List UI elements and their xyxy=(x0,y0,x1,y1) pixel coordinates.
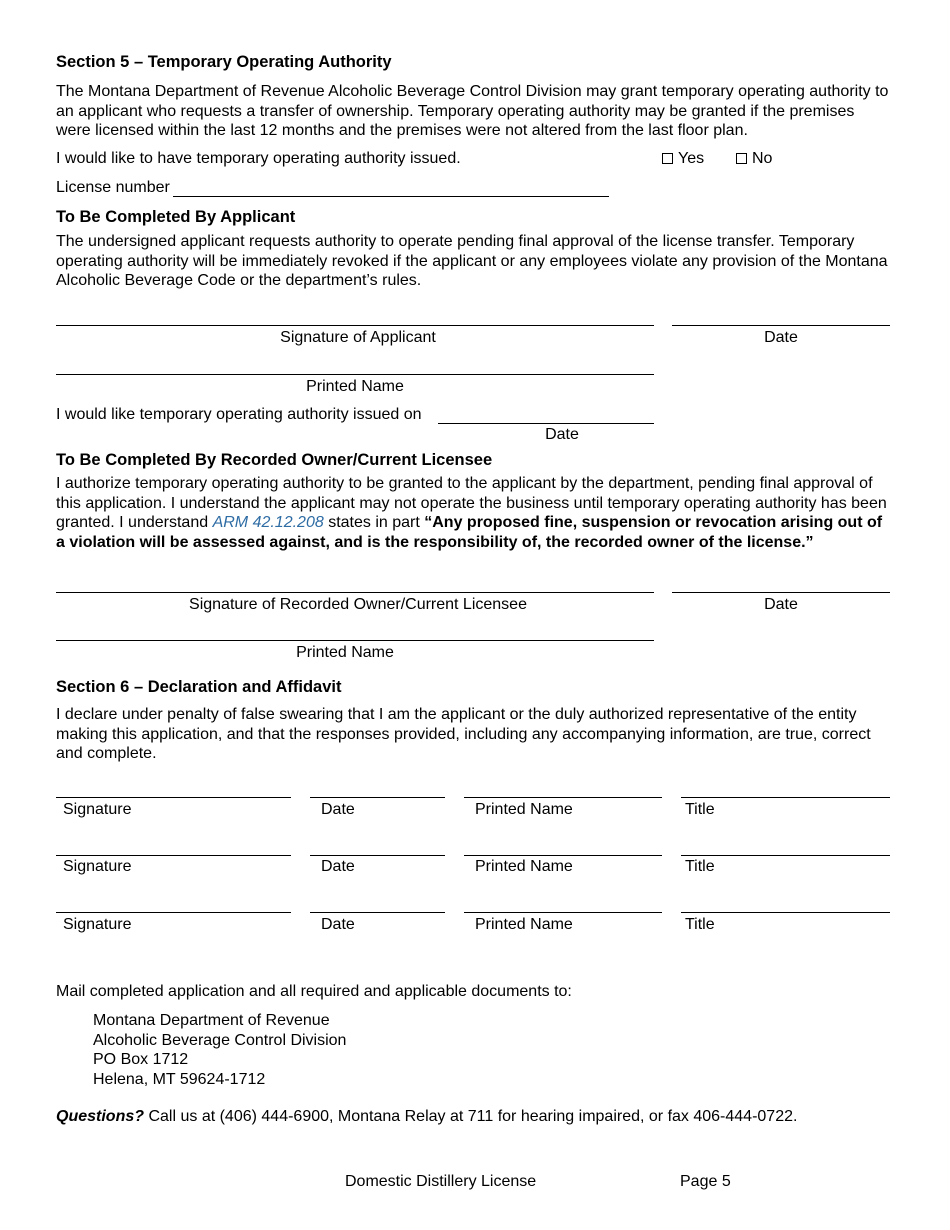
decl-printed-name-line[interactable] xyxy=(464,855,662,856)
decl-title-caption: Title xyxy=(685,916,715,933)
owner-printed-name-caption: Printed Name xyxy=(296,644,394,661)
arm-link[interactable]: ARM 42.12.208 xyxy=(212,514,324,532)
owner-bold-quote: “Any proposed fine, suspension or revocation arising out of a violation will be assessed against, and is the responsibility of, the recorded owner of the license.” xyxy=(56,514,883,552)
yes-checkbox[interactable] xyxy=(662,153,673,164)
owner-heading: To Be Completed By Recorded Owner/Current Licensee xyxy=(56,451,493,469)
owner-text-part1: I authorize temporary operating authority to be granted to the applicant by the department, pending final approval of this application. I understand the applicant may not operate the business until temporary operating authority has been granted. I understand xyxy=(56,475,887,532)
address-line: Alcoholic Beverage Control Division xyxy=(93,1031,347,1049)
owner-text-part2: states in part xyxy=(323,514,425,532)
owner-date-line[interactable] xyxy=(672,592,890,593)
no-option[interactable] xyxy=(736,150,772,168)
decl-printed-name-caption: Printed Name xyxy=(475,858,573,875)
decl-signature-caption: Signature xyxy=(63,858,132,875)
owner-signature-line[interactable] xyxy=(56,592,654,593)
decl-printed-name-line[interactable] xyxy=(464,912,662,913)
applicant-text: The undersigned applicant requests authority to operate pending final approval of the license transfer. Temporary operating authority will be immediately revoked if the applicant or any employees violate any provision of the Montana Alcoholic Beverage Code or the department’s rules. xyxy=(56,233,888,290)
applicant-printed-name-line[interactable] xyxy=(56,374,654,375)
address-line: PO Box 1712 xyxy=(93,1051,189,1069)
decl-date-caption: Date xyxy=(321,858,355,875)
form-page xyxy=(56,0,891,1230)
decl-title-line[interactable] xyxy=(681,912,890,913)
issued-on-date-caption: Date xyxy=(545,426,579,443)
owner-printed-name-line[interactable] xyxy=(56,640,654,641)
decl-signature-line[interactable] xyxy=(56,855,291,856)
owner-signature-caption: Signature of Recorded Owner/Current Licensee xyxy=(189,596,527,613)
owner-date-caption: Date xyxy=(764,596,798,613)
address-line: Helena, MT 59624-1712 xyxy=(93,1071,266,1089)
applicant-signature-caption: Signature of Applicant xyxy=(280,329,436,346)
decl-title-line[interactable] xyxy=(681,797,890,798)
issued-on-date-line[interactable] xyxy=(438,423,654,424)
footer-page-number: Page 5 xyxy=(680,1173,731,1190)
no-checkbox[interactable] xyxy=(736,153,747,164)
applicant-date-caption: Date xyxy=(764,329,798,346)
footer-form-name: Domestic Distillery License xyxy=(345,1173,537,1190)
questions-label: Questions? xyxy=(56,1108,145,1125)
mail-intro: Mail completed application and all required and applicable documents to: xyxy=(56,983,572,1000)
decl-signature-line[interactable] xyxy=(56,912,291,913)
decl-date-caption: Date xyxy=(321,916,355,933)
address-line: Montana Department of Revenue xyxy=(93,1012,330,1029)
decl-date-line[interactable] xyxy=(310,855,445,856)
applicant-heading: To Be Completed By Applicant xyxy=(56,208,296,226)
license-number-field[interactable] xyxy=(173,196,609,197)
decl-date-caption: Date xyxy=(321,801,355,818)
section5-intro: The Montana Department of Revenue Alcoholic Beverage Control Division may grant temporary operating authority to an applicant who requests a transfer of ownership. Temporary operating authority may be granted if the premises were licensed within the last 12 months and the premises were not altered from the last floor plan. xyxy=(56,83,889,140)
yes-option[interactable] xyxy=(662,150,704,168)
decl-signature-line[interactable] xyxy=(56,797,291,798)
decl-title-caption: Title xyxy=(685,858,715,875)
applicant-date-line[interactable] xyxy=(672,325,890,326)
decl-date-line[interactable] xyxy=(310,912,445,913)
mailing-address xyxy=(93,1011,346,1090)
no-label: No xyxy=(752,150,773,167)
applicant-printed-name-caption: Printed Name xyxy=(306,378,404,395)
yes-label: Yes xyxy=(678,150,705,167)
issued-on-label: I would like temporary operating authority issued on xyxy=(56,406,422,423)
questions-line xyxy=(56,1108,797,1126)
questions-text: Call us at (406) 444-6900, Montana Relay at 711 for hearing impaired, or fax 406-444-0722. xyxy=(144,1108,798,1125)
decl-printed-name-caption: Printed Name xyxy=(475,916,573,933)
license-number-label: License number xyxy=(56,179,170,196)
decl-printed-name-caption: Printed Name xyxy=(475,801,573,818)
owner-text xyxy=(56,474,891,553)
applicant-signature-line[interactable] xyxy=(56,325,654,326)
section6-text: I declare under penalty of false swearing that I am the applicant or the duly authorized representative of the entity making this application, and that the responses provided, including any accompanying information, are true, correct and complete. xyxy=(56,706,871,763)
decl-date-line[interactable] xyxy=(310,797,445,798)
decl-title-caption: Title xyxy=(685,801,715,818)
decl-printed-name-line[interactable] xyxy=(464,797,662,798)
temp-authority-question: I would like to have temporary operating authority issued. xyxy=(56,150,461,167)
section5-heading: Section 5 – Temporary Operating Authority xyxy=(56,53,392,71)
decl-signature-caption: Signature xyxy=(63,801,132,818)
section6-heading: Section 6 – Declaration and Affidavit xyxy=(56,678,342,696)
decl-signature-caption: Signature xyxy=(63,916,132,933)
decl-title-line[interactable] xyxy=(681,855,890,856)
